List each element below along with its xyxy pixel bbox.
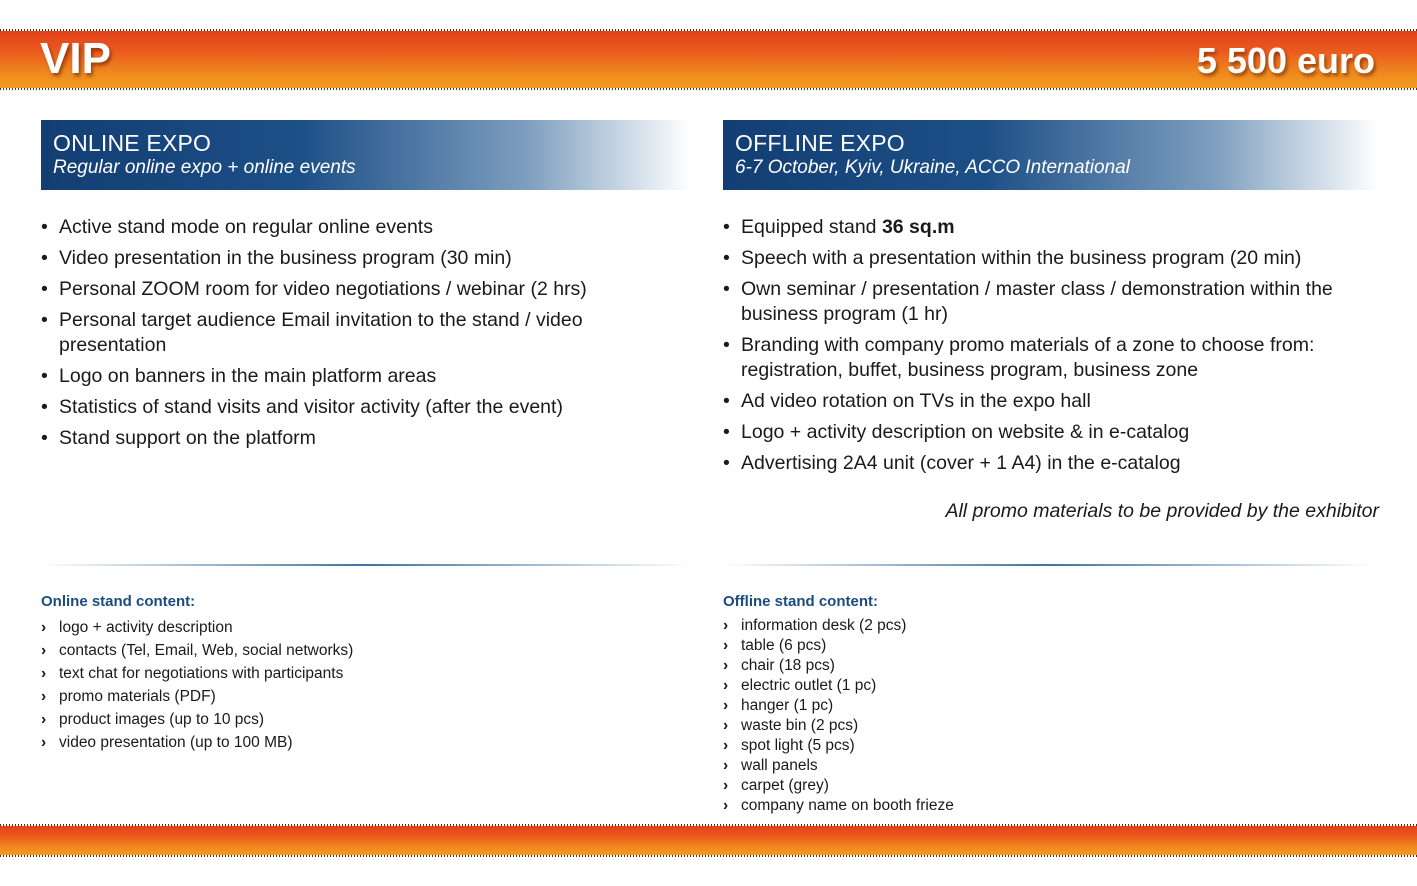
list-item	[723, 277, 1379, 327]
chevron-right-icon: ›	[41, 619, 47, 636]
feature-text: Personal target audience Email invitation to the stand / video presentation	[59, 309, 583, 356]
bottom-orange-band	[0, 826, 1417, 855]
bullet-icon: •	[723, 216, 730, 238]
list-item	[723, 756, 954, 776]
list-item	[41, 308, 691, 358]
list-item	[41, 685, 353, 708]
feature-text: Logo + activity description on website & in e-catalog	[741, 421, 1190, 443]
tier-price: 5 500 euro	[1196, 40, 1375, 81]
feature-text: Own seminar / presentation / master class / demonstration within the business program (1 hr)	[741, 278, 1333, 325]
content-text: company name on booth frieze	[741, 797, 954, 814]
bullet-icon: •	[41, 247, 48, 269]
chevron-right-icon: ›	[723, 637, 729, 654]
list-item	[41, 277, 691, 302]
chevron-right-icon: ›	[41, 665, 47, 682]
list-item	[41, 426, 691, 451]
content-text: electric outlet (1 pc)	[741, 677, 877, 694]
list-item	[41, 246, 691, 271]
online-stand-content-list	[41, 616, 353, 754]
content-text: logo + activity description	[59, 619, 233, 636]
chevron-right-icon: ›	[41, 688, 47, 705]
chevron-right-icon: ›	[723, 657, 729, 674]
list-item	[723, 796, 954, 816]
bullet-icon: •	[41, 396, 48, 418]
content-text: wall panels	[741, 757, 818, 774]
list-item	[723, 246, 1379, 271]
list-item	[723, 616, 954, 636]
feature-text: Advertising 2A4 unit (cover + 1 A4) in the e-catalog	[741, 452, 1181, 474]
online-expo-title: ONLINE EXPO	[53, 130, 212, 156]
feature-text: Ad video rotation on TVs in the expo hall	[741, 390, 1091, 412]
list-item	[723, 215, 1379, 240]
content-text: promo materials (PDF)	[59, 688, 216, 705]
bullet-icon: •	[723, 421, 730, 443]
bullet-icon: •	[41, 216, 48, 238]
list-item	[723, 451, 1379, 476]
list-item	[41, 662, 353, 685]
list-item	[41, 731, 353, 754]
chevron-right-icon: ›	[723, 617, 729, 634]
list-item	[41, 395, 691, 420]
offline-expo-header	[723, 120, 1379, 190]
content-text: text chat for negotiations with participants	[59, 665, 344, 682]
feature-text: Stand support on the platform	[59, 427, 316, 449]
content-text: contacts (Tel, Email, Web, social networks)	[59, 642, 354, 659]
list-item	[723, 389, 1379, 414]
bullet-icon: •	[41, 365, 48, 387]
content-text: hanger (1 pc)	[741, 697, 834, 714]
list-item	[723, 420, 1379, 445]
bullet-icon: •	[723, 390, 730, 412]
list-item	[723, 736, 954, 756]
feature-text: Video presentation in the business program (30 min)	[59, 247, 512, 269]
list-item	[723, 716, 954, 736]
chevron-right-icon: ›	[41, 734, 47, 751]
bullet-icon: •	[41, 278, 48, 300]
list-item	[41, 364, 691, 389]
content-text: product images (up to 10 pcs)	[59, 711, 265, 728]
online-expo-feature-list	[41, 215, 691, 451]
bullet-icon: •	[41, 309, 48, 331]
list-item	[723, 656, 954, 676]
left-divider	[41, 564, 691, 566]
list-item	[41, 616, 353, 639]
feature-text: Personal ZOOM room for video negotiations / webinar (2 hrs)	[59, 278, 587, 300]
list-item	[41, 639, 353, 662]
list-item	[41, 215, 691, 240]
chevron-right-icon: ›	[723, 697, 729, 714]
bullet-icon: •	[723, 247, 730, 269]
chevron-right-icon: ›	[723, 677, 729, 694]
stand-size: 36 sq.m	[881, 216, 955, 238]
online-expo-column	[41, 120, 691, 457]
feature-text: Logo on banners in the main platform areas	[59, 365, 437, 387]
offline-expo-title: OFFLINE EXPO	[735, 130, 905, 156]
list-item	[41, 708, 353, 731]
bullet-icon: •	[723, 334, 730, 356]
offline-expo-feature-list	[723, 215, 1379, 476]
feature-text: Active stand mode on regular online events	[59, 216, 433, 238]
list-item	[723, 636, 954, 656]
chevron-right-icon: ›	[723, 777, 729, 794]
bullet-icon: •	[41, 427, 48, 449]
offline-stand-content-title: Offline stand content:	[723, 593, 878, 610]
online-expo-subtitle: Regular online expo + online events	[53, 157, 356, 178]
online-expo-header	[41, 120, 691, 190]
content-text: carpet (grey)	[741, 777, 829, 794]
right-divider	[723, 564, 1373, 566]
promo-materials-note: All promo materials to be provided by the exhibitor	[945, 500, 1379, 522]
chevron-right-icon: ›	[723, 757, 729, 774]
chevron-right-icon: ›	[723, 737, 729, 754]
bullet-icon: •	[723, 452, 730, 474]
content-text: waste bin (2 pcs)	[741, 717, 859, 734]
online-stand-content-title: Online stand content:	[41, 593, 196, 610]
content-text: information desk (2 pcs)	[741, 617, 907, 634]
content-text: spot light (5 pcs)	[741, 737, 855, 754]
content-text: table (6 pcs)	[741, 637, 827, 654]
content-text: chair (18 pcs)	[741, 657, 835, 674]
offline-stand-content-list	[723, 616, 954, 816]
feature-text: Equipped stand	[741, 216, 882, 238]
bullet-icon: •	[723, 278, 730, 300]
list-item	[723, 333, 1379, 383]
offline-expo-subtitle: 6-7 October, Kyiv, Ukraine, ACCO International	[735, 157, 1130, 178]
chevron-right-icon: ›	[41, 642, 47, 659]
list-item	[723, 696, 954, 716]
offline-stand-content	[723, 593, 954, 816]
chevron-right-icon: ›	[723, 797, 729, 814]
chevron-right-icon: ›	[723, 717, 729, 734]
online-stand-content	[41, 593, 353, 754]
feature-text: Branding with company promo materials of a zone to choose from: registration, buffet, business program, business zone	[741, 334, 1315, 381]
feature-text: Statistics of stand visits and visitor activity (after the event)	[59, 396, 563, 418]
list-item	[723, 676, 954, 696]
list-item	[723, 776, 954, 796]
content-text: video presentation (up to 100 MB)	[59, 734, 293, 751]
tier-name: VIP	[40, 34, 111, 83]
offline-expo-column	[723, 120, 1379, 522]
feature-text: Speech with a presentation within the business program (20 min)	[741, 247, 1302, 269]
chevron-right-icon: ›	[41, 711, 47, 728]
